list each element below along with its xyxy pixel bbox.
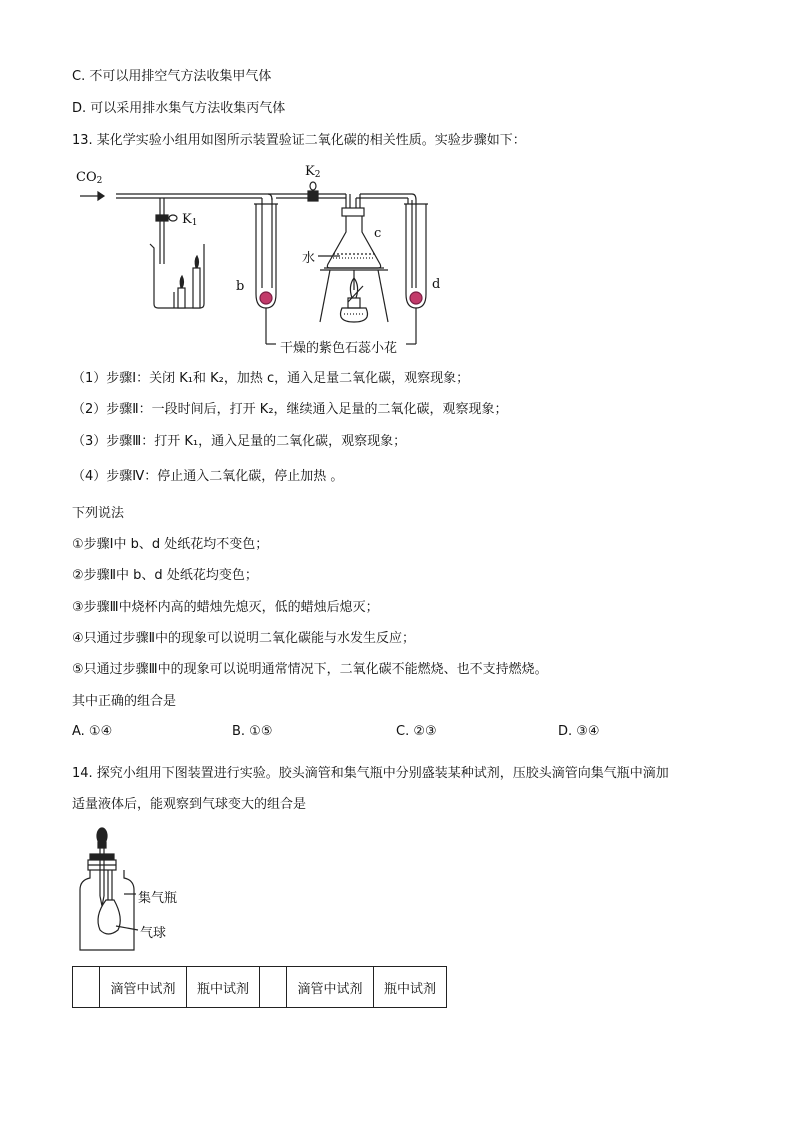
q13-question: 其中正确的组合是 xyxy=(72,694,177,709)
q13-step-2: （2）步骤Ⅱ：一段时间后，打开 K₂，继续通入足量的二氧化碳，观察现象； xyxy=(72,402,508,417)
q13-step-3: （3）步骤Ⅲ：打开 K₁，通入足量的二氧化碳，观察现象； xyxy=(72,434,407,449)
q13-option-c: C. ②③ xyxy=(396,724,437,739)
q13-intro: 下列说法 xyxy=(72,506,125,521)
q13-statement-2: ②步骤Ⅱ中 b、d 处纸花均变色； xyxy=(72,568,258,583)
q13-statement-5: ⑤只通过步骤Ⅲ中的现象可以说明通常情况下，二氧化碳不能燃烧、也不支持燃烧。 xyxy=(72,662,548,677)
table-cell: 滴管中试剂 xyxy=(100,967,187,1008)
table-cell: 瓶中试剂 xyxy=(187,967,260,1008)
reagent-table xyxy=(72,966,447,1008)
label-co2: $CO_2$ xyxy=(76,170,103,186)
co2-apparatus-diagram xyxy=(0,160,794,360)
q13-statement-1: ①步骤Ⅰ中 b、d 处纸花均不变色； xyxy=(72,537,269,552)
table-cell xyxy=(260,967,287,1008)
table-cell: 瓶中试剂 xyxy=(374,967,447,1008)
option-c-prev: C. 不可以用排空气方法收集甲气体 xyxy=(72,69,272,84)
table-cell xyxy=(73,967,100,1008)
label-k2: $K_2$ xyxy=(305,164,321,180)
label-bottle: 集气瓶 xyxy=(138,891,178,906)
label-c: c xyxy=(374,226,382,241)
label-balloon: 气球 xyxy=(140,926,167,941)
q13-option-b: B. ①⑤ xyxy=(232,724,273,739)
q13-option-d: D. ③④ xyxy=(558,724,600,739)
option-d-prev: D. 可以采用排水集气方法收集丙气体 xyxy=(72,101,286,116)
q13-statement-3: ③步骤Ⅲ中烧杯内高的蜡烛先熄灭，低的蜡烛后熄灭； xyxy=(72,600,379,615)
q13-step-4: （4）步骤Ⅳ：停止通入二氧化碳，停止加热 。 xyxy=(72,469,344,484)
q14-stem-line1: 14. 探究小组用下图装置进行实验。胶头滴管和集气瓶中分别盛装某种试剂，压胶头滴管向集气瓶中滴加 xyxy=(72,766,669,781)
q14-stem-line2: 适量液体后，能观察到气球变大的组合是 xyxy=(72,797,307,812)
label-b: b xyxy=(236,279,245,294)
table-row xyxy=(73,967,447,1008)
label-water: 水 xyxy=(302,251,316,266)
label-d: d xyxy=(432,277,441,292)
q13-option-a: A. ①④ xyxy=(72,724,113,739)
label-flower: 干燥的紫色石蕊小花 xyxy=(280,341,398,356)
q13-statement-4: ④只通过步骤Ⅱ中的现象可以说明二氧化碳能与水发生反应； xyxy=(72,631,416,646)
table-cell: 滴管中试剂 xyxy=(287,967,374,1008)
q13-stem: 13. 某化学实验小组用如图所示装置验证二氧化碳的相关性质。实验步骤如下： xyxy=(72,133,526,148)
label-k1: $K_1$ xyxy=(182,212,198,228)
q13-step-1: （1）步骤Ⅰ：关闭 K₁和 K₂，加热 c，通入足量二氧化碳，观察现象； xyxy=(72,371,470,386)
